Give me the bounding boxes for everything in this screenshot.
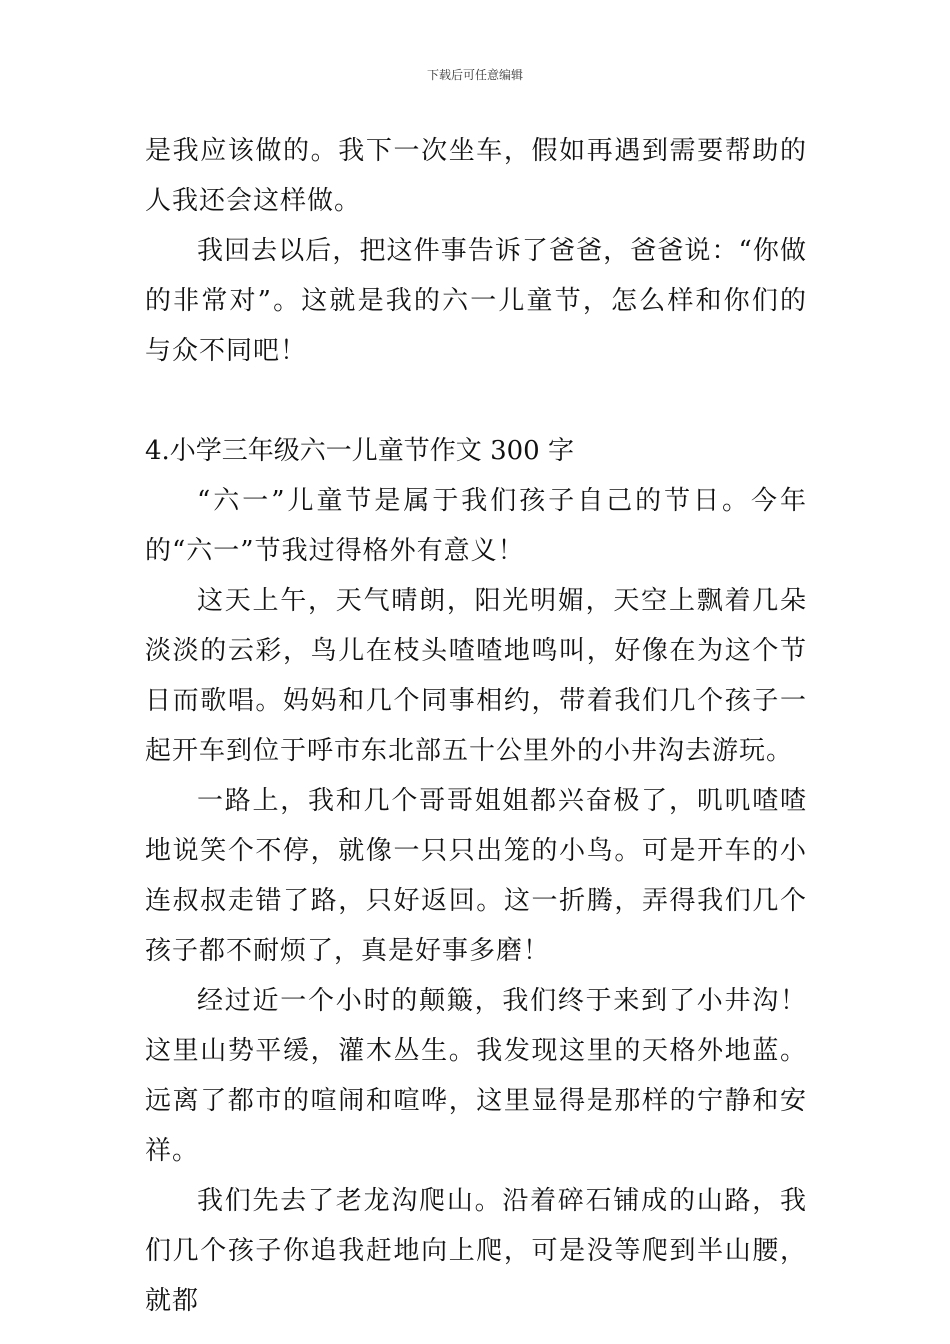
paragraph: 这天上午，天气晴朗，阳光明媚，天空上飘着几朵淡淡的云彩，鸟儿在枝头喳喳地鸣叫，好像在为这个节日而歌唱。妈妈和几个同事相约，带着我们几个孩子一起开车到位于呼市东北部五十公里外的小井沟去游玩。 [145, 586, 807, 766]
paragraph: 一路上，我和几个哥哥姐姐都兴奋极了，叽叽喳喳地说笑个不停，就像一只只出笼的小鸟。可是开车的小连叔叔走错了路，只好返回。这一折腾，弄得我们几个孩子都不耐烦了，真是好事多磨！ [145, 786, 807, 966]
paragraph: “六一”儿童节是属于我们孩子自己的节日。今年的“六一”节我过得格外有意义！ [145, 486, 807, 566]
paragraph: 我们先去了老龙沟爬山。沿着碎石铺成的山路，我们几个孩子你追我赶地向上爬，可是没等爬到半山腰，就都 [145, 1186, 807, 1316]
paragraph: 我回去以后，把这件事告诉了爸爸，爸爸说：“你做的非常对”。这就是我的六一儿童节，怎么样和你们的与众不同吧！ [145, 236, 807, 366]
page-header: 下载后可任意编辑 [426, 68, 523, 82]
paragraph-continued: 是我应该做的。我下一次坐车，假如再遇到需要帮助的人我还会这样做。 [145, 136, 807, 216]
section-heading: 4.小学三年级六一儿童节作文 300 字 [145, 436, 574, 466]
paragraph: 经过近一个小时的颠簸，我们终于来到了小井沟！这里山势平缓，灌木丛生。我发现这里的天格外地蓝。远离了都市的喧闹和喧哗，这里显得是那样的宁静和安祥。 [145, 986, 807, 1166]
document-body [145, 126, 807, 1326]
